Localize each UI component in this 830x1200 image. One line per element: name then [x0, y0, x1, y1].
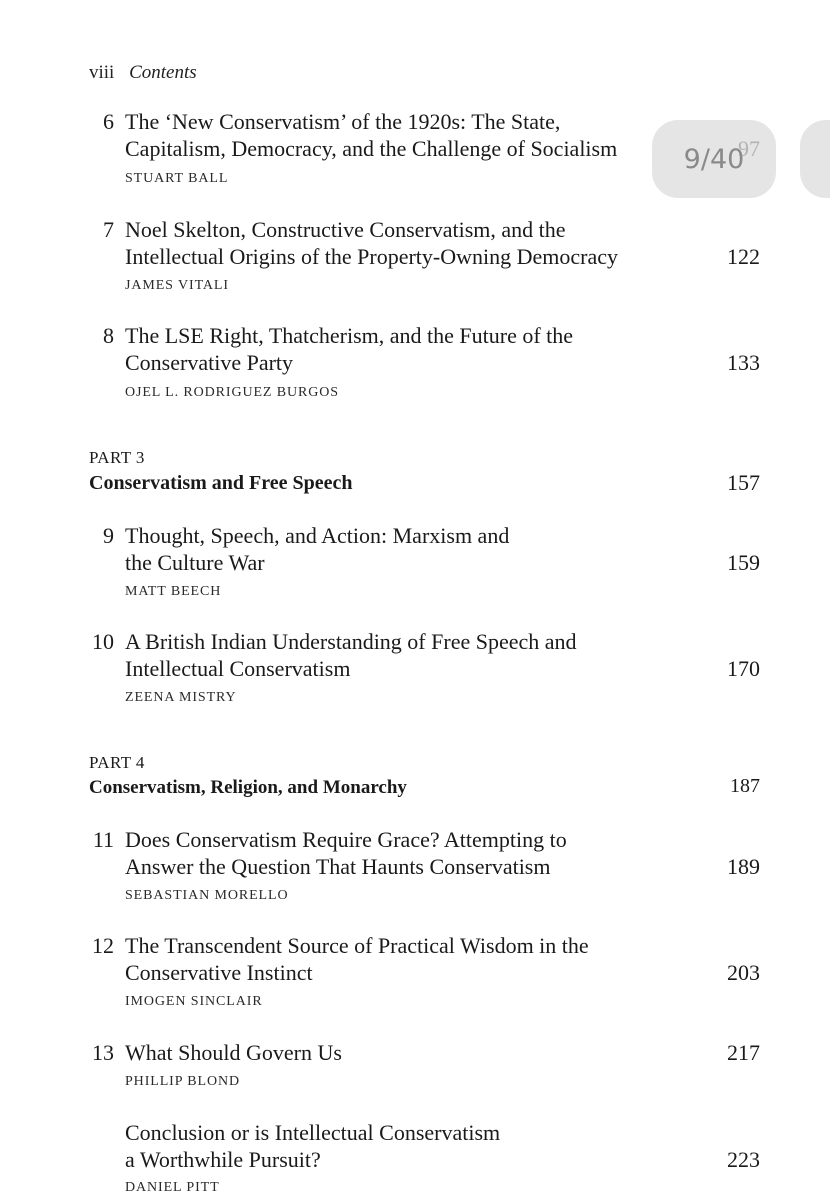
- chapter-title: [125, 628, 705, 682]
- chapter-number: 11: [92, 827, 114, 852]
- next-page-edge-button[interactable]: [800, 120, 830, 198]
- chapter-title: [125, 216, 705, 270]
- part-page: 187: [730, 775, 760, 797]
- chapter-number: 10: [92, 629, 114, 654]
- chapter-title: [125, 1039, 705, 1066]
- chapter-title-line: Does Conservatism Require Grace? Attempting to: [125, 827, 567, 852]
- chapter-title-line: Conclusion or is Intellectual Conservatism: [125, 1120, 501, 1145]
- chapter-title-line: Intellectual Origins of the Property-Owning Democracy: [125, 244, 619, 269]
- part-title: Conservatism, Religion, and Monarchy: [89, 777, 407, 798]
- chapter-author: STUART BALL: [125, 171, 229, 186]
- chapter-title-line: The ‘New Conservatism’ of the 1920s: The State,: [125, 109, 561, 134]
- chapter-author: MATT BEECH: [125, 584, 222, 599]
- chapter-title-line: the Culture War: [125, 550, 265, 575]
- chapter-page: 159: [727, 550, 760, 575]
- chapter-title-line: Noel Skelton, Constructive Conservatism, and the: [125, 217, 566, 242]
- chapter-page: 170: [727, 656, 760, 681]
- chapter-author: SEBASTIAN MORELLO: [125, 888, 289, 903]
- chapter-page: 122: [727, 244, 760, 269]
- chapter-title-line: Capitalism, Democracy, and the Challenge of Socialism: [125, 136, 618, 161]
- chapter-title-line: What Should Govern Us: [125, 1040, 342, 1065]
- chapter-number: 7: [103, 217, 114, 242]
- chapter-title: [125, 322, 705, 376]
- part-title: Conservatism and Free Speech: [89, 472, 353, 494]
- chapter-title-line: The LSE Right, Thatcherism, and the Future of the: [125, 323, 574, 348]
- chapter-title: [125, 108, 705, 162]
- chapter-number: 6: [103, 109, 114, 134]
- chapter-number: 9: [103, 523, 114, 548]
- chapter-title-line: a Worthwhile Pursuit?: [125, 1147, 321, 1172]
- running-head: [89, 62, 197, 84]
- chapter-title: [125, 826, 705, 880]
- chapter-title-line: Answer the Question That Haunts Conservatism: [125, 854, 551, 879]
- chapter-title-line: The Transcendent Source of Practical Wisdom in the: [125, 933, 589, 958]
- chapter-title-line: A British Indian Understanding of Free Speech and: [125, 629, 577, 654]
- chapter-author: OJEL L. RODRIGUEZ BURGOS: [125, 385, 339, 400]
- chapter-page: 189: [727, 854, 760, 879]
- chapter-title: [125, 522, 705, 576]
- running-head-title: Contents: [129, 62, 197, 83]
- chapter-title-line: Thought, Speech, and Action: Marxism and: [125, 523, 510, 548]
- chapter-author: JAMES VITALI: [125, 278, 229, 293]
- chapter-title-line: Intellectual Conservatism: [125, 656, 351, 681]
- chapter-number: 12: [92, 933, 114, 958]
- page-folio: viii: [89, 62, 115, 83]
- chapter-page: 133: [727, 350, 760, 375]
- chapter-title: [125, 932, 705, 986]
- chapter-author: DANIEL PITT: [125, 1180, 220, 1195]
- chapter-author: PHILLIP BLOND: [125, 1074, 241, 1089]
- chapter-number: 8: [103, 323, 114, 348]
- chapter-title: [125, 1119, 705, 1173]
- chapter-author: IMOGEN SINCLAIR: [125, 994, 263, 1009]
- chapter-page: 223: [727, 1147, 760, 1172]
- part-page: 157: [727, 470, 760, 495]
- chapter-page: 203: [727, 960, 760, 985]
- part-label: PART 4: [89, 753, 145, 772]
- page-indicator[interactable]: 9/40: [652, 120, 776, 198]
- chapter-number: 13: [92, 1040, 114, 1065]
- chapter-author: ZEENA MISTRY: [125, 690, 237, 705]
- chapter-title-line: Conservative Party: [125, 350, 294, 375]
- chapter-title-line: Conservative Instinct: [125, 960, 313, 985]
- part-label: PART 3: [89, 448, 145, 467]
- chapter-page: 217: [727, 1040, 760, 1065]
